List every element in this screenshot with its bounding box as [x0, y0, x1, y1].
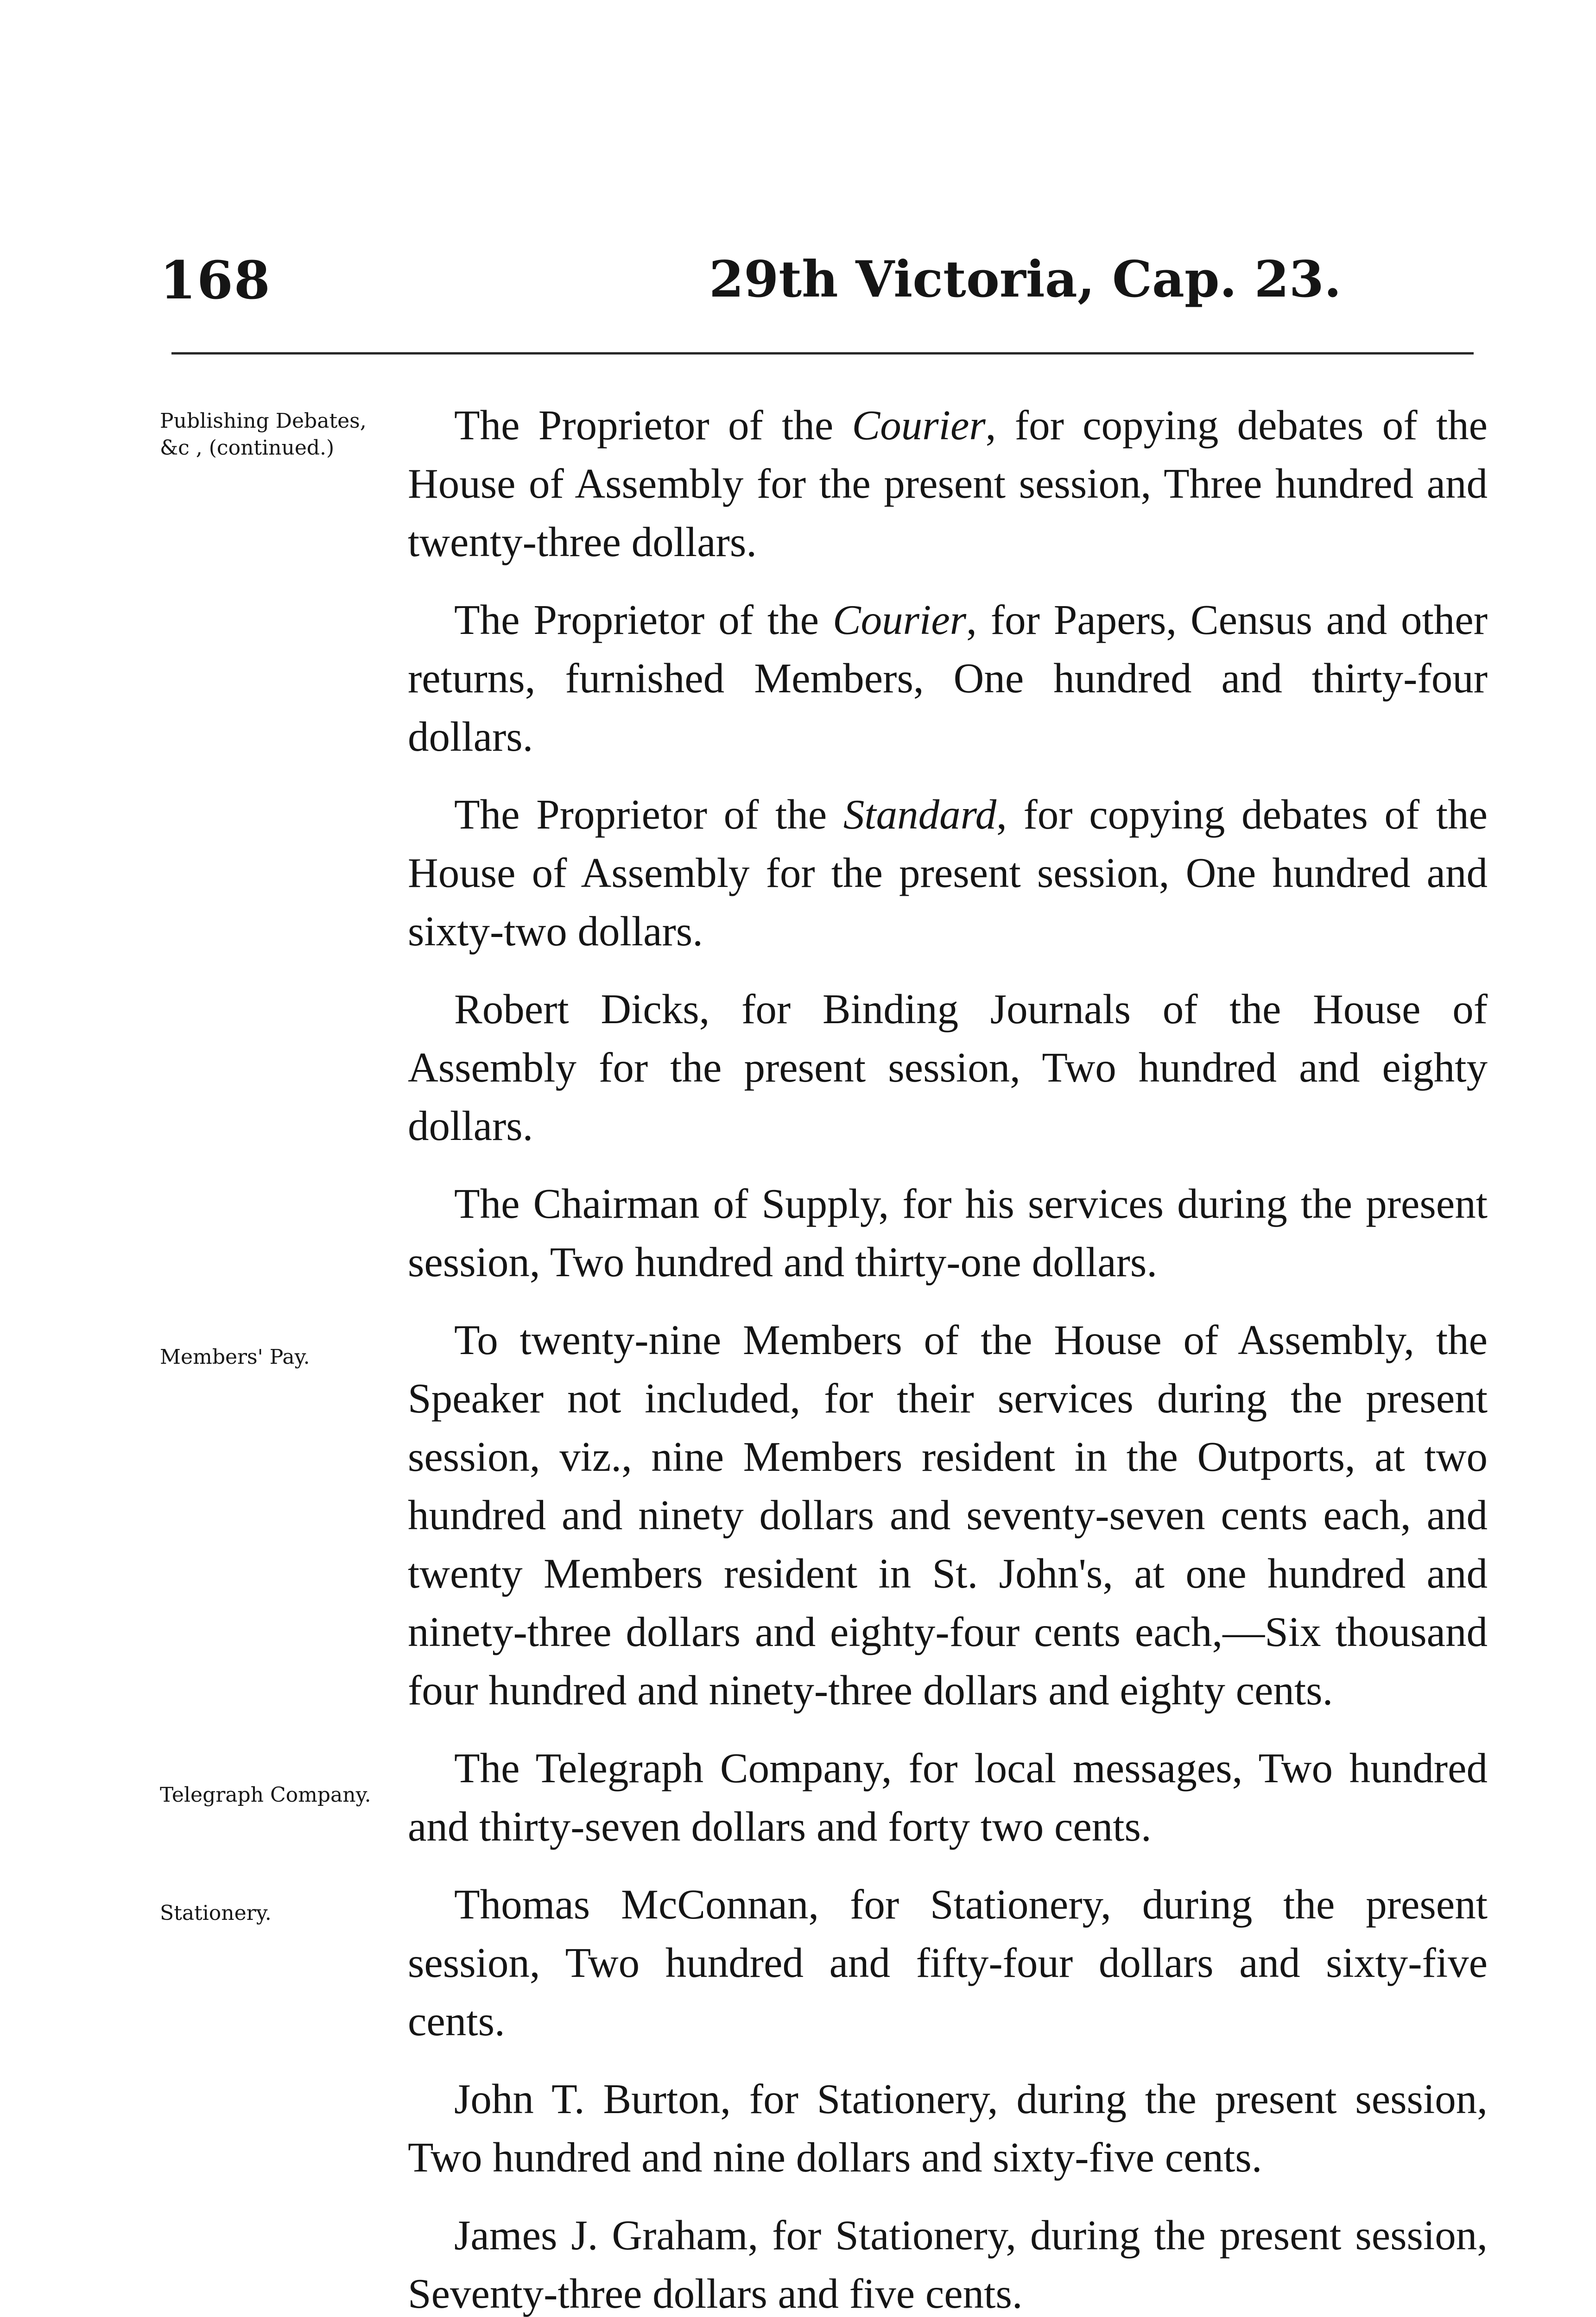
newspaper-title: Courier	[852, 402, 986, 449]
paragraph-robert-dicks: Robert Dicks, for Binding Journals of the House of Assembly for the present session, Two hundred and eighty dollars.	[408, 986, 1488, 1149]
header-rule	[171, 352, 1474, 355]
paragraph-text: , for copying debates of the House of Assembly for the present session, One hundred and sixty-two dollars.	[408, 791, 1488, 955]
body-text	[408, 396, 1488, 2317]
paragraph-text: , for copying debates of the House of Assembly for the present session, Three hundred and twenty-three dollars.	[408, 402, 1488, 565]
paragraph-text: The Proprietor of the	[454, 791, 843, 838]
side-note-telegraph-company: Telegraph Company.	[160, 1783, 371, 1807]
paragraph-thomas-mcconnan: Thomas McConnan, for Stationery, during the present session, Two hundred and fifty-four dollars and sixty-five cents.	[408, 1881, 1488, 2045]
paragraph-text: The Proprietor of the	[454, 596, 833, 643]
paragraph-chairman-of-supply: The Chairman of Supply, for his services during the present session, Two hundred and thirty-one dollars.	[408, 1180, 1488, 1285]
newspaper-title: Standard	[843, 791, 997, 838]
side-note-members-pay: Members' Pay.	[160, 1345, 310, 1369]
paragraph-telegraph-company: The Telegraph Company, for local messages, Two hundred and thirty-seven dollars and forty two cents.	[408, 1745, 1488, 1850]
paragraph-john-burton: John T. Burton, for Stationery, during the present session, Two hundred and nine dollars and sixty-five cents.	[408, 2076, 1488, 2181]
paragraph-members-pay: To twenty-nine Members of the House of Assembly, the Speaker not included, for their services during the present session, viz., nine Members resident in the Outports, at two hundred and ninety dollars and seventy-seven cents each, and twenty Members resident in St. John's, at one hundred and ninety-three dollars and eighty-four cents each,—Six thousand four hundred and ninety-three dollars and eighty cents.	[408, 1317, 1488, 1714]
paragraph-james-graham: James J. Graham, for Stationery, during the present session, Seventy-three dollars and five cents.	[408, 2212, 1488, 2317]
side-note-publishing-debates: Publishing Debates, &c , (continued.)	[160, 409, 367, 460]
paragraph-courier-papers	[408, 591, 1488, 766]
newspaper-title: Courier	[832, 596, 967, 643]
side-note-stationery: Stationery.	[160, 1901, 272, 1925]
paragraph-courier-debates	[408, 396, 1488, 571]
paragraph-standard-debates	[408, 785, 1488, 961]
paragraph-text: , for Papers, Census and other returns, furnished Members, One hundred and thirty-four dollars.	[408, 596, 1488, 760]
paragraph-text: The Proprietor of the	[454, 402, 852, 449]
page-number: 168	[160, 250, 271, 311]
running-title: 29th Victoria, Cap. 23.	[709, 250, 1342, 309]
